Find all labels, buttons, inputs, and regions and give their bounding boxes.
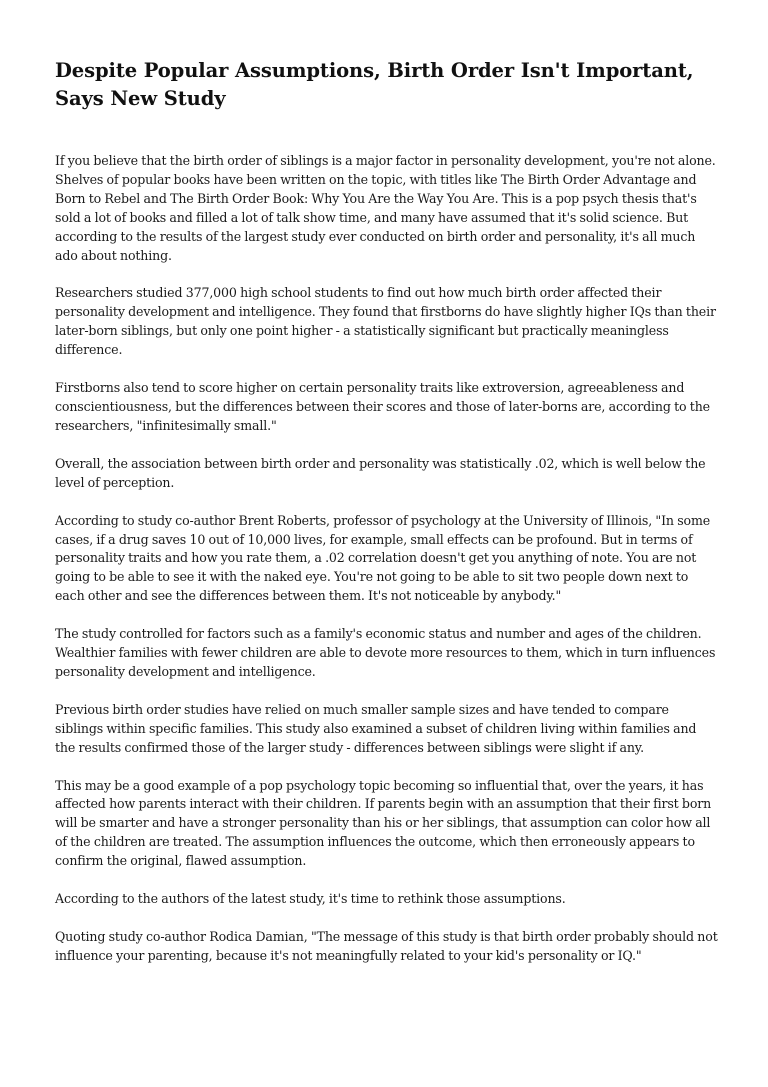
paragraph-firstborn-traits: Firstborns also tend to score higher on certain personality traits like extroversion, agreeableness and conscientiousness, but the differences between their scores and those of later-borns are, according to the researchers, "infinitesimally small." — [55, 380, 710, 433]
paragraph-intro: If you believe that the birth order of siblings is a major factor in personality development, you're not alone. Shelves of popular books have been written on the topic, with titles like The Birth Order Advantage and Born to Rebel and The Birth Order Book: Why You Are the Way You Are. This is a pop psych thesis that's sold a lot of books and filled a lot of talk show time, and many have assumed that it's solid science. But according to the results of the largest study ever conducted on birth order and personality, it's all much ado about nothing. — [55, 153, 716, 263]
paragraph-controls: The study controlled for factors such as a family's economic status and number and ages of the children. Wealthier families with fewer children are able to devote more resources to them, which in turn influences personality development and intelligence. — [55, 626, 716, 679]
article — [55, 57, 719, 985]
paragraph-pop-psychology: This may be a good example of a pop psychology topic becoming so influential that, over the years, it has affected how parents interact with their children. If parents begin with an assumption that their first born will be smarter and have a stronger personality than his or her siblings, that assumption can color how all of the children are treated. The assumption influences the outcome, which then erroneously appears to confirm the original, flawed assumption. — [55, 777, 712, 869]
paragraph-association: Overall, the association between birth order and personality was statistically .02, which is well below the level of perception. — [55, 455, 706, 490]
paragraph-rethink: According to the authors of the latest study, it's time to rethink those assumptions. — [55, 891, 566, 907]
paragraph-roberts-quote: According to study co-author Brent Roberts, professor of psychology at the University of Illinois, "In some cases, if a drug saves 10 out of 10,000 lives, for example, small effects can be profound. But in terms of personality traits and how you rate them, a .02 correlation doesn't get you anything of note. You are not going to be able to see it with the naked eye. You're not going to be able to sit two people down next to each other and see the differences between them. It's not noticeable by anybody." — [55, 512, 711, 604]
paragraph-research: Researchers studied 377,000 high school students to find out how much birth order affected their personality development and intelligence. They found that firstborns do have slightly higher IQs than their later-born siblings, but only one point higher - a statistically significant but practically meaningless difference. — [55, 285, 716, 358]
paragraph-previous-studies: Previous birth order studies have relied on much smaller sample sizes and have tended to compare siblings within specific families. This study also examined a subset of children living within families and the results confirmed those of the larger study - differences between siblings were slight if any. — [55, 701, 697, 755]
paragraph-damian-quote: Quoting study co-author Rodica Damian, "The message of this study is that birth order probably should not influence your parenting, because it's not meaningfully related to your kid's personality or IQ." — [55, 929, 718, 963]
article-title: Despite Popular Assumptions, Birth Order Isn't Important, Says New Study — [55, 59, 694, 110]
